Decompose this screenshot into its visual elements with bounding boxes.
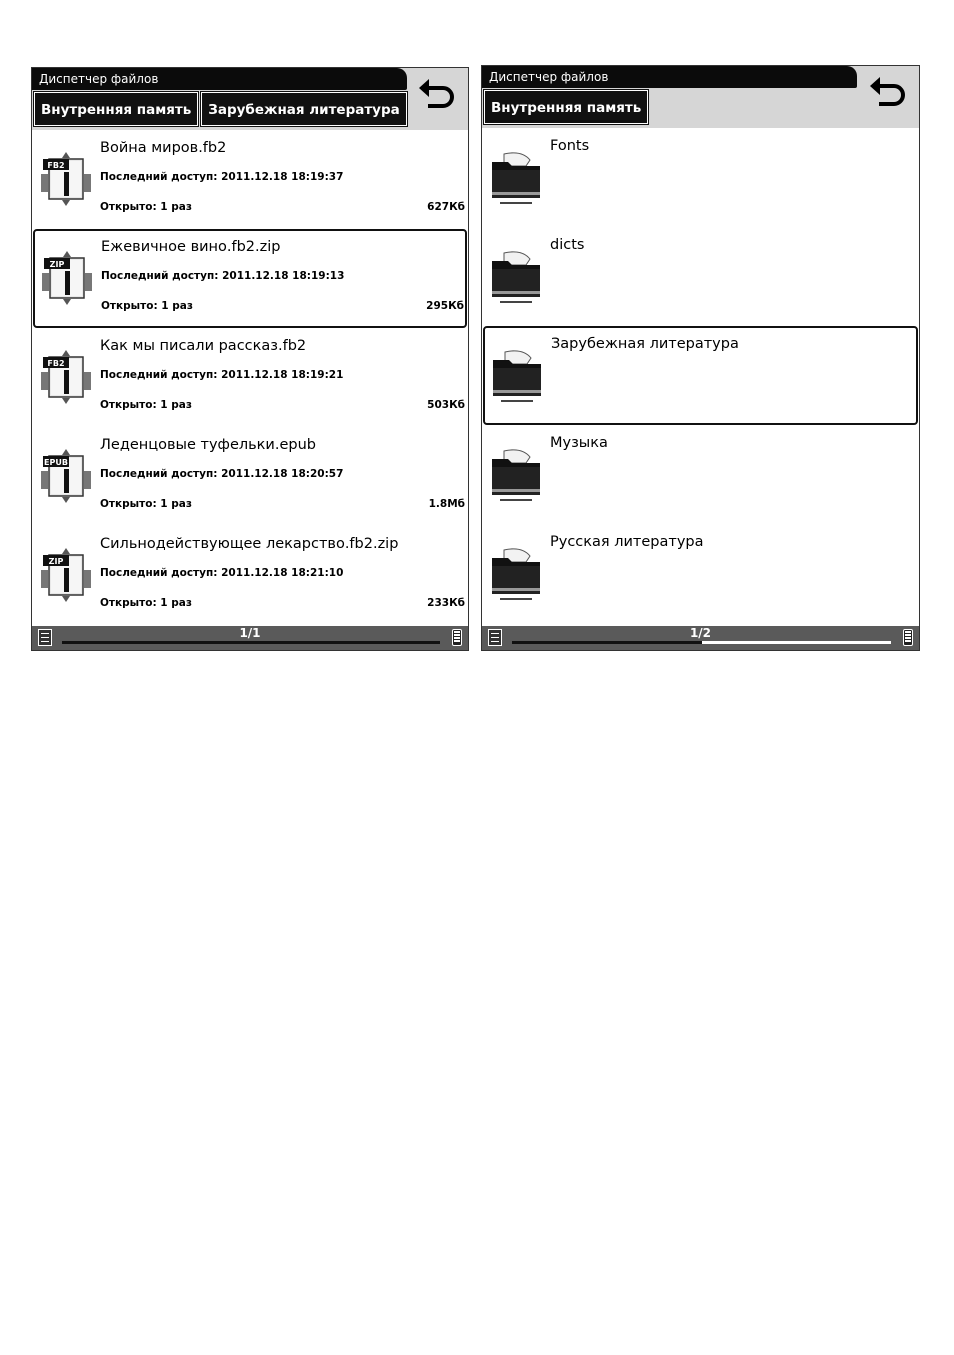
breadcrumb-internal-memory[interactable]: Внутренняя память	[34, 92, 198, 126]
epub-book-icon	[40, 447, 92, 505]
file-list	[32, 130, 468, 625]
folder-name: Музыка	[550, 435, 608, 451]
file-manager-folders-screen	[481, 65, 920, 651]
file-name: Ежевичное вино.fb2.zip	[101, 239, 281, 255]
folder-list-item[interactable]	[482, 425, 919, 524]
file-name: Как мы писали рассказ.fb2	[100, 338, 307, 354]
last-access-text: Последний доступ: 2011.12.18 18:19:37	[100, 171, 344, 183]
fb2-book-icon	[40, 348, 92, 406]
breadcrumb	[34, 92, 407, 126]
file-list-item[interactable]	[32, 526, 468, 625]
window-title: Диспетчер файлов	[32, 68, 407, 90]
zip-archive-icon	[41, 249, 93, 307]
breadcrumb	[484, 90, 648, 124]
folder-list	[482, 128, 919, 623]
header	[32, 68, 468, 130]
file-type-badge: ZIP	[49, 260, 65, 269]
file-type-badge: EPUB	[44, 458, 68, 467]
folder-list-item[interactable]	[482, 524, 919, 623]
file-manager-recent-screen	[31, 67, 469, 651]
last-access-text: Последний доступ: 2011.12.18 18:19:13	[101, 270, 345, 282]
file-size: 503Кб	[427, 399, 465, 411]
status-bar	[32, 626, 468, 650]
zip-archive-icon	[40, 546, 92, 604]
last-access-text: Последний доступ: 2011.12.18 18:19:21	[100, 369, 344, 381]
file-type-badge: ZIP	[48, 557, 64, 566]
file-list-item[interactable]	[32, 427, 468, 526]
open-count-text: Открыто: 1 раз	[100, 597, 192, 609]
fb2-book-icon	[40, 150, 92, 208]
page-number: 1/2	[689, 626, 712, 640]
folder-name: dicts	[550, 237, 585, 253]
file-name: Леденцовые туфельки.epub	[100, 437, 316, 453]
file-type-badge: FB2	[47, 161, 65, 170]
folder-list-item[interactable]	[482, 227, 919, 326]
file-name: Сильнодействующее лекарство.fb2.zip	[100, 536, 399, 552]
page-progress-bar	[512, 641, 891, 644]
folder-icon	[491, 348, 543, 406]
file-list-item[interactable]	[33, 229, 467, 328]
breadcrumb-foreign-literature[interactable]: Зарубежная литература	[201, 92, 407, 126]
file-size: 627Кб	[427, 201, 465, 213]
open-count-text: Открыто: 1 раз	[100, 498, 192, 510]
last-access-text: Последний доступ: 2011.12.18 18:21:10	[100, 567, 344, 579]
breadcrumb-internal-memory[interactable]: Внутренняя память	[484, 90, 648, 124]
open-count-text: Открыто: 1 раз	[100, 201, 192, 213]
folder-icon	[490, 150, 542, 208]
open-count-text: Открыто: 1 раз	[101, 300, 193, 312]
page-progress-fill	[62, 641, 440, 644]
file-size: 1.8Мб	[428, 498, 465, 510]
folder-list-item[interactable]	[482, 128, 919, 227]
folder-name: Зарубежная литература	[551, 336, 739, 352]
folder-icon	[490, 249, 542, 307]
folder-icon	[490, 546, 542, 604]
page-progress-fill	[512, 641, 702, 644]
folder-name: Fonts	[550, 138, 590, 154]
window-title: Диспетчер файлов	[482, 66, 857, 88]
battery-icon	[903, 629, 913, 646]
file-name: Война миров.fb2	[100, 140, 227, 156]
folder-name: Русская литература	[550, 534, 704, 550]
open-count-text: Открыто: 1 раз	[100, 399, 192, 411]
file-list-item[interactable]	[32, 130, 468, 229]
file-list-item[interactable]	[32, 328, 468, 427]
folder-list-item[interactable]	[483, 326, 918, 425]
status-bar	[482, 626, 919, 650]
file-size: 233Кб	[427, 597, 465, 609]
page-progress-bar	[62, 641, 440, 644]
last-access-text: Последний доступ: 2011.12.18 18:20:57	[100, 468, 344, 480]
battery-icon	[452, 629, 462, 646]
back-arrow-icon[interactable]	[416, 74, 458, 116]
file-type-badge: FB2	[47, 359, 65, 368]
header	[482, 66, 919, 128]
file-size: 295Кб	[426, 300, 464, 312]
folder-icon	[490, 447, 542, 505]
page-number: 1/1	[239, 626, 261, 640]
back-arrow-icon[interactable]	[867, 72, 909, 114]
